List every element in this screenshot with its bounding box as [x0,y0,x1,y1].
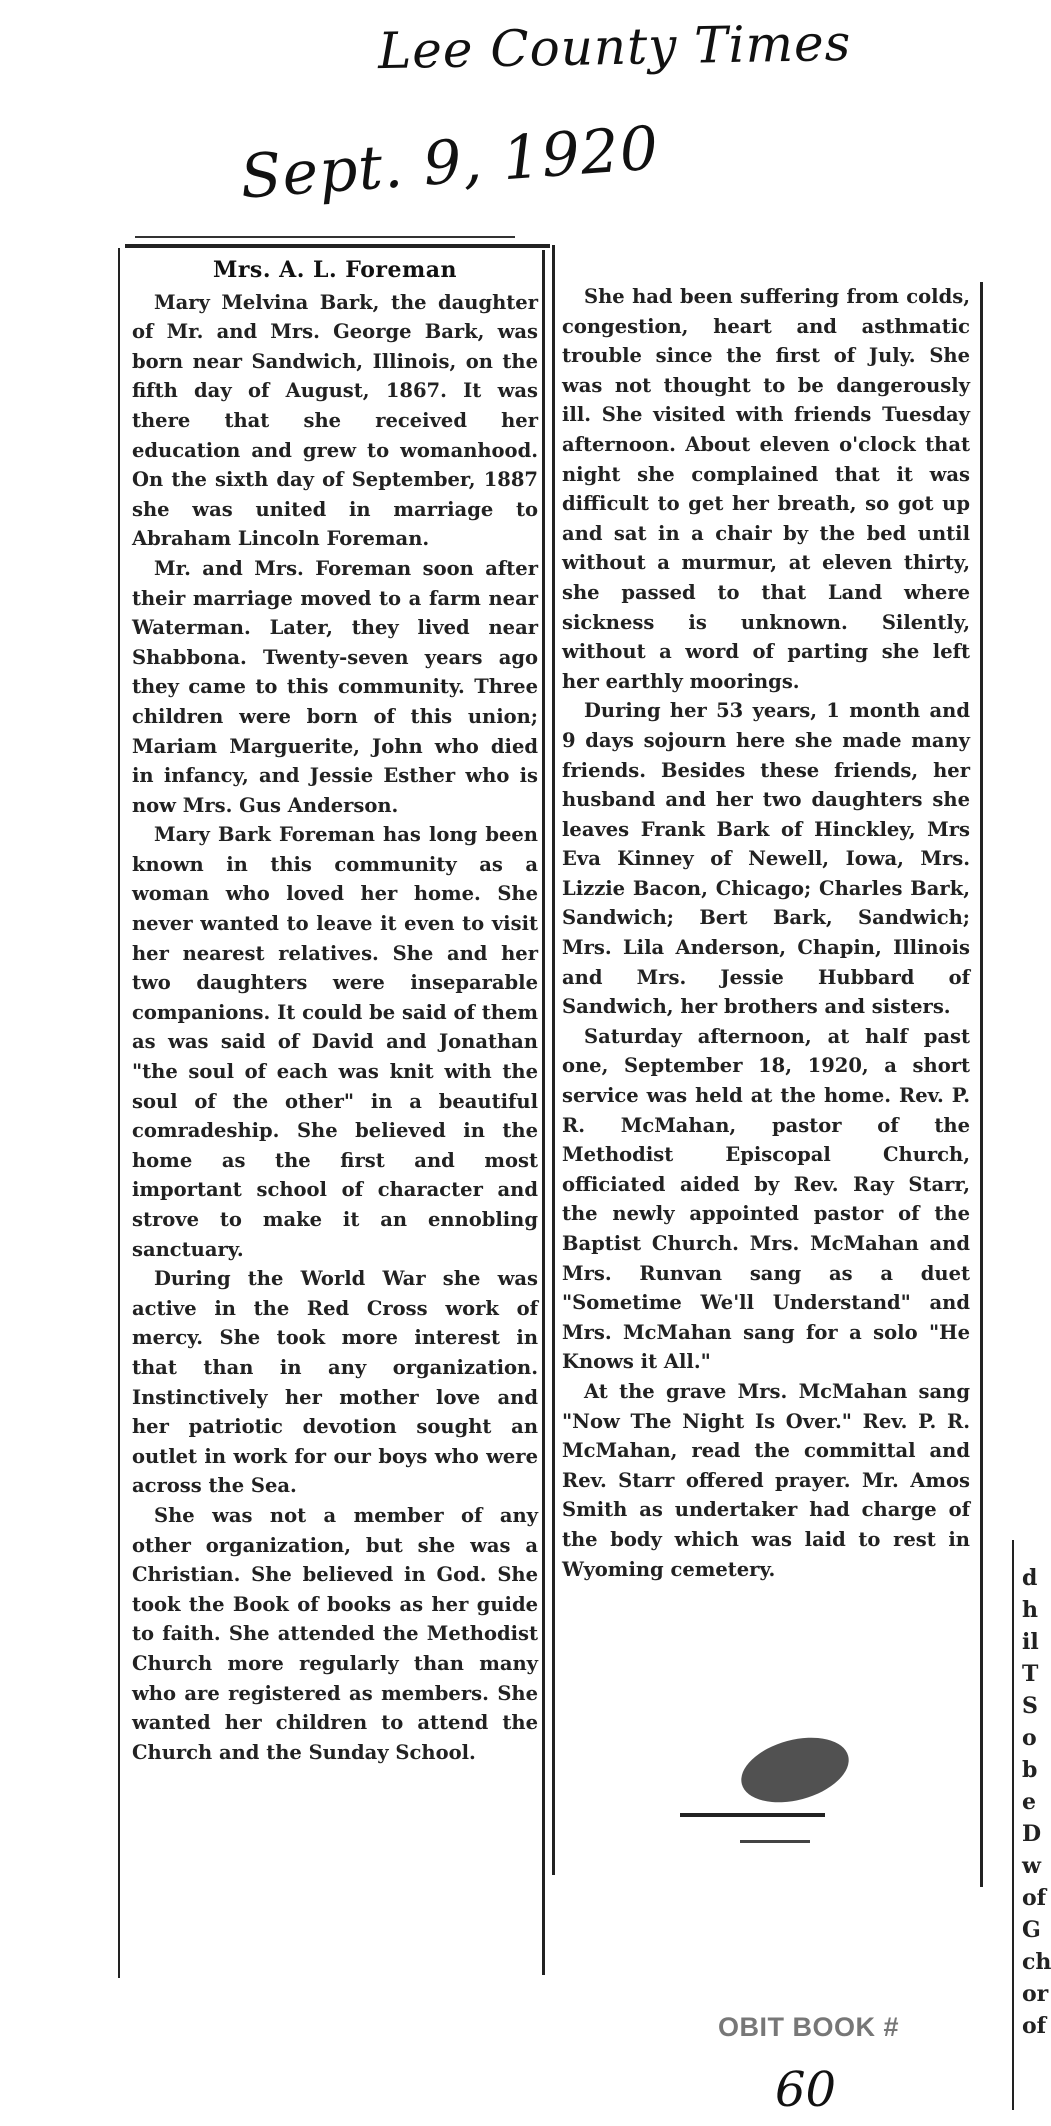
fragment: b [1022,1757,1038,1783]
fragment: of [1022,2013,1047,2039]
paragraph: Saturday afternoon, at half past one, September 18, 1920, a short service was held at the home. Rev. P. R. McMahan, pastor of the Methodist Episcopal Church, officiated aided by Rev. Ray Starr, the newly appointed pastor of the Baptist Church. Mrs. McMahan and Mrs. Runvan sang as a duet "Sometime We'll Understand" and Mrs. McMahan sang for a solo "He Knows it All." [562,1024,970,1374]
top-rule-thin [135,236,515,238]
obit-book-stamp: OBIT BOOK # [718,2012,900,2042]
ink-smudge [734,1727,856,1813]
end-rule [680,1813,825,1817]
handwritten-book-number: 60 [775,2062,837,2118]
paragraph: At the grave Mrs. McMahan sang "Now The Night Is Over." Rev. P. R. McMahan, read the committal and Rev. Starr offered prayer. Mr. Amos Smith as undertaker had charge of the body which was laid to rest in Wyoming cemetery. [562,1379,970,1581]
fragment: D [1022,1821,1042,1847]
fragment: h [1022,1597,1038,1623]
fragment: il [1022,1629,1039,1655]
column-border-middle-right [552,245,555,1875]
paragraph: Mr. and Mrs. Foreman soon after their marriage moved to a farm near Waterman. Later, they lived near Shabbona. Twenty-seven years ago they came to this community. Three children were born of this union; Mariam Marguerite, John who died in infancy, and Jessie Esther who is now Mrs. Gus Anderson. [132,556,538,817]
fragment: ch [1022,1949,1051,1975]
column-border-middle-left [542,250,545,1975]
fragment: w [1022,1853,1041,1879]
paragraph: She had been suffering from colds, congestion, heart and asthmatic trouble since the first of July. She was not thought to be dangerously ill. She visited with friends Tuesday afternoon. About eleven o'clock that night she complained that it was difficult to get her breath, so got up and sat in a chair by the bed until without a murmur, at eleven thirty, she passed to that Land where sickness is unknown. Silently, without a word of parting she left her earthly moorings. [562,285,970,693]
handwritten-date: Sept. 9, 1920 [238,113,662,213]
column-border-right [980,282,983,1887]
article-column-1 [132,256,538,1767]
fragment: o [1022,1725,1037,1751]
article-column-2 [562,282,970,1584]
fragment: or [1022,1981,1049,2007]
paragraph: During her 53 years, 1 month and 9 days sojourn here she made many friends. Besides these friends, her husband and her two daughters she leaves Frank Bark of Hinckley, Mrs Eva Kinney of Newell, Iowa, Mrs. Lizzie Bacon, Chicago; Charles Bark, Sandwich; Bert Bark, Sandwich; Mrs. Lila Anderson, Chapin, Illinois and Mrs. Jessie Hubbard of Sandwich, her brothers and sisters. [562,699,970,1019]
column-border-left [118,248,120,1978]
fragment: S [1022,1693,1038,1719]
fragment: of [1022,1885,1047,1911]
paragraph: Mary Melvina Bark, the daughter of Mr. and Mrs. George Bark, was born near Sandwich, Illinois, on the fifth day of August, 1867. It was there that she received her education and grew to womanhood. On the sixth day of September, 1887 she was united in marriage to Abraham Lincoln Foreman. [132,290,538,551]
fragment: d [1022,1565,1038,1591]
fragment: G [1022,1917,1041,1943]
fragment: T [1022,1661,1039,1687]
end-rule-secondary [740,1840,810,1843]
paragraph: During the World War she was active in the Red Cross work of mercy. She took more interest in that than in any organization. Instinctively her mother love and her patriotic devotion sought an outlet in work for our boys who were across the Sea. [132,1267,538,1498]
paragraph: She was not a member of any other organization, but she was a Christian. She believed in God. She took the Book of books as her guide to faith. She attended the Methodist Church more regularly than many who are registered as members. She wanted her children to attend the Church and the Sunday School. [132,1503,538,1764]
fragment: e [1022,1789,1036,1815]
adjacent-clipping-border [1012,1540,1014,2110]
handwritten-newspaper-name: Lee County Times [377,13,852,81]
paragraph: Mary Bark Foreman has long been known in this community as a woman who loved her home. She never wanted to leave it even to visit her nearest relatives. She and her two daughters were inseparable companions. It could be said of them as was said of David and Jonathan "the soul of each was knit with the soul of the other" in a beautiful comradeship. She believed in the home as the first and most important school of character and strove to make it an ennobling sanctuary. [132,823,538,1261]
top-rule-thick [125,244,550,248]
adjacent-clipping-fragments [1022,1562,1051,2042]
article-headline: Mrs. A. L. Foreman [212,257,458,283]
